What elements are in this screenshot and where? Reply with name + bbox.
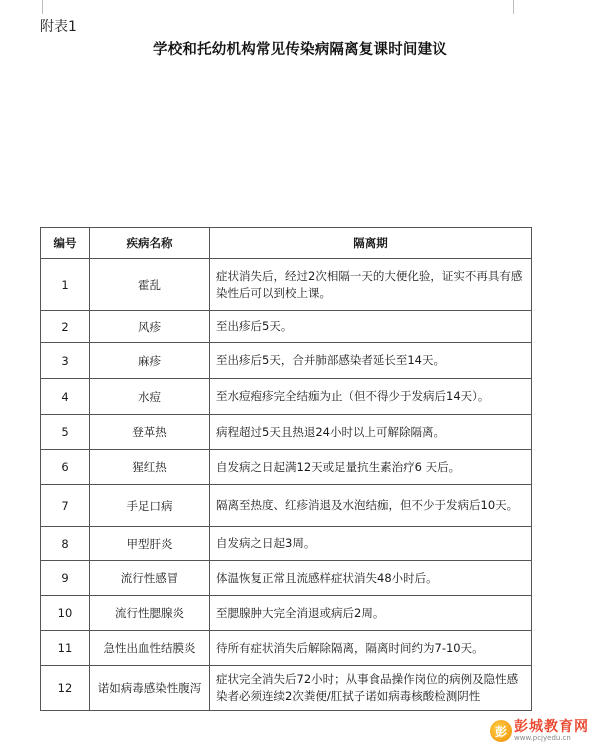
table-row	[41, 631, 532, 666]
table-row	[41, 343, 532, 379]
table-header-row	[41, 228, 532, 259]
column-header-number: 编号	[41, 228, 90, 259]
table-row	[41, 561, 532, 596]
disease-name: 猩红热	[90, 450, 210, 485]
isolation-period: 隔离至热度、红疹消退及水泡结痂，但不少于发病后10天。	[210, 485, 532, 527]
document-title: 学校和托幼机构常见传染病隔离复课时间建议	[153, 42, 447, 58]
page-corner-mark-left	[42, 0, 43, 14]
row-number: 11	[41, 631, 90, 666]
page-corner-mark-right	[513, 0, 514, 14]
row-number: 6	[41, 450, 90, 485]
disease-name: 水痘	[90, 379, 210, 415]
table-row	[41, 311, 532, 343]
isolation-period: 待所有症状消失后解除隔离，隔离时间约为7-10天。	[210, 631, 532, 666]
disease-name: 风疹	[90, 311, 210, 343]
disease-name: 霍乱	[90, 259, 210, 311]
watermark-logo-icon: 彭	[490, 720, 512, 742]
table-row	[41, 666, 532, 711]
table-row	[41, 259, 532, 311]
isolation-period: 自发病之日起3周。	[210, 527, 532, 561]
isolation-period: 症状消失后，经过2次相隔一天的大便化验，证实不再具有感染性后可以到校上课。	[210, 259, 532, 311]
row-number: 7	[41, 485, 90, 527]
row-number: 8	[41, 527, 90, 561]
column-header-disease: 疾病名称	[90, 228, 210, 259]
disease-name: 登革热	[90, 415, 210, 450]
row-number: 4	[41, 379, 90, 415]
table-row	[41, 485, 532, 527]
column-header-period: 隔离期	[210, 228, 532, 259]
row-number: 3	[41, 343, 90, 379]
row-number: 9	[41, 561, 90, 596]
table-row	[41, 415, 532, 450]
site-watermark	[490, 718, 598, 744]
disease-name: 流行性腮腺炎	[90, 596, 210, 631]
isolation-period: 至出疹后5天。	[210, 311, 532, 343]
disease-name: 流行性感冒	[90, 561, 210, 596]
isolation-period: 自发病之日起满12天或足量抗生素治疗6 天后。	[210, 450, 532, 485]
disease-name: 手足口病	[90, 485, 210, 527]
row-number: 10	[41, 596, 90, 631]
isolation-period: 症状完全消失后72小时；从事食品操作岗位的病例及隐性感染者必须连续2次粪便/肛拭子诺如病毒核酸检测阴性	[210, 666, 532, 711]
disease-name: 诺如病毒感染性腹泻	[90, 666, 210, 711]
watermark-url: www.pcjyedu.cn	[514, 734, 571, 742]
table-row	[41, 596, 532, 631]
appendix-label: 附表1	[40, 19, 77, 35]
row-number: 12	[41, 666, 90, 711]
isolation-period: 病程超过5天且热退24小时以上可解除隔离。	[210, 415, 532, 450]
table-row	[41, 379, 532, 415]
isolation-period: 至出疹后5天，合并肺部感染者延长至14天。	[210, 343, 532, 379]
row-number: 2	[41, 311, 90, 343]
row-number: 1	[41, 259, 90, 311]
disease-name: 急性出血性结膜炎	[90, 631, 210, 666]
isolation-period: 体温恢复正常且流感样症状消失48小时后。	[210, 561, 532, 596]
isolation-period: 至腮腺肿大完全消退或病后2周。	[210, 596, 532, 631]
table-row	[41, 527, 532, 561]
watermark-brand: 彭城教育网	[514, 719, 589, 735]
table-row	[41, 450, 532, 485]
disease-name: 麻疹	[90, 343, 210, 379]
isolation-table	[40, 227, 532, 711]
disease-name: 甲型肝炎	[90, 527, 210, 561]
row-number: 5	[41, 415, 90, 450]
isolation-period: 至水痘疱疹完全结痂为止（但不得少于发病后14天）。	[210, 379, 532, 415]
